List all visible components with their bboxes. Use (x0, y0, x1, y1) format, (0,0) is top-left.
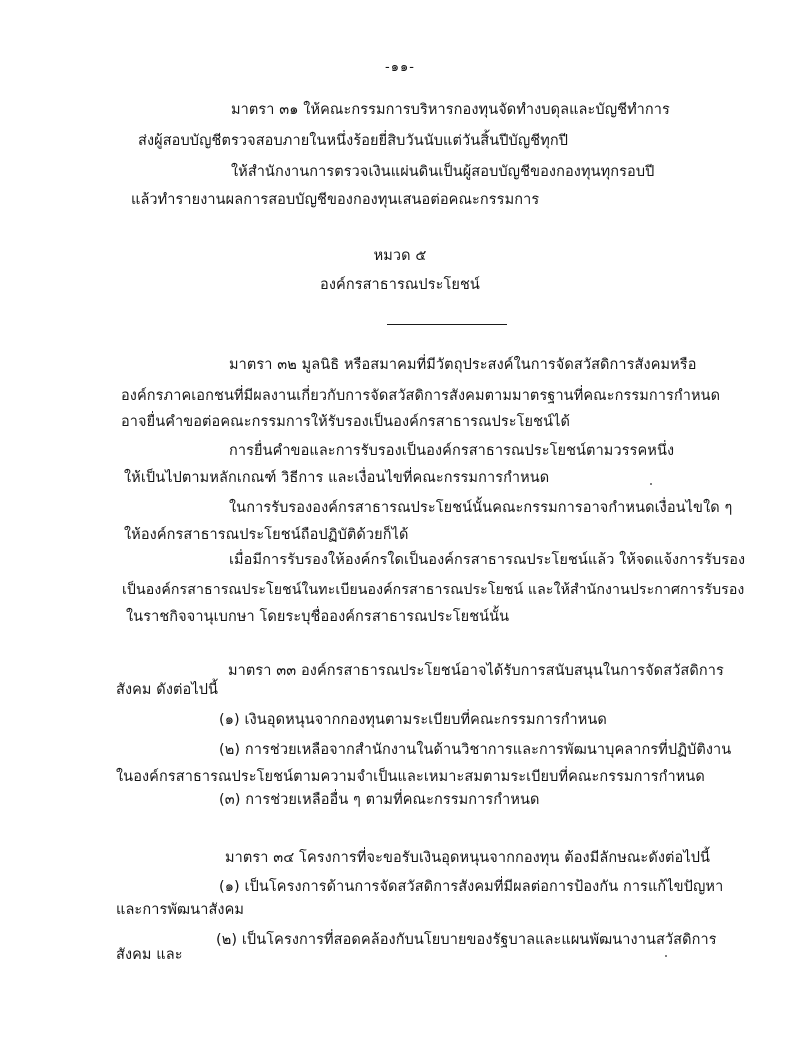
section-31-line-2: ส่งผู้สอบบัญชีตรวจสอบภายในหนึ่งร้อยยี่สิบวันนับแต่วันสิ้นปีบัญชีทุกปี (138, 133, 569, 149)
section-32-line-6: ในการรับรององค์กรสาธารณประโยชน์นั้นคณะกรรมการอาจกำหนดเงื่อนไขใด ๆ (229, 500, 733, 516)
section-33-item-1: (๑) เงินอุดหนุนจากกองทุนตามระเบียบที่คณะกรรมการกำหนด (219, 712, 607, 728)
scan-speck (650, 483, 652, 485)
section-31-line-1: มาตรา ๓๑ ให้คณะกรรมการบริหารกองทุนจัดทำงบดุลและบัญชีทำการ (231, 102, 670, 118)
section-34-item-1: (๑) เป็นโครงการด้านการจัดสวัสดิการสังคมที่มีผลต่อการป้องกัน การแก้ไขปัญหา (219, 879, 724, 895)
section-33-item-3: (๓) การช่วยเหลืออื่น ๆ ตามที่คณะกรรมการกำหนด (219, 792, 540, 808)
section-32-line-4: การยื่นคำขอและการรับรองเป็นองค์กรสาธารณประโยชน์ตามวรรคหนึ่ง (229, 443, 675, 459)
chapter-divider (387, 324, 507, 325)
section-33-line-1: มาตรา ๓๓ องค์กรสาธารณประโยชน์อาจได้รับการสนับสนุนในการจัดสวัสดิการ (228, 663, 724, 679)
section-32-line-5: ให้เป็นไปตามหลักเกณฑ์ วิธีการ และเงื่อนไขที่คณะกรรมการกำหนด (124, 470, 550, 486)
section-32-line-1: มาตรา ๓๒ มูลนิธิ หรือสมาคมที่มีวัตถุประสงค์ในการจัดสวัสดิการสังคมหรือ (229, 357, 697, 373)
section-34-item-2: (๒) เป็นโครงการที่สอดคล้องกับนโยบายของรัฐบาลและแผนพัฒนางานสวัสดิการ (216, 932, 717, 948)
section-32-line-9: เป็นองค์กรสาธารณประโยชน์ในทะเบียนองค์กรสาธารณประโยชน์ และให้สำนักงานประกาศการรับรอง (122, 582, 745, 598)
section-31-line-3: ให้สำนักงานการตรวจเงินแผ่นดินเป็นผู้สอบบัญชีของกองทุนทุกรอบปี (231, 164, 655, 180)
section-33-line-2: สังคม ดังต่อไปนี้ (116, 682, 219, 698)
section-32-line-8: เมื่อมีการรับรองให้องค์กรใดเป็นองค์กรสาธารณประโยชน์แล้ว ให้จดแจ้งการรับรอง (229, 552, 746, 568)
section-31-line-4: แล้วทำรายงานผลการสอบบัญชีของกองทุนเสนอต่อคณะกรรมการ (131, 192, 540, 208)
section-32-line-10: ในราชกิจจานุเบกษา โดยระบุชื่อองค์กรสาธารณประโยชน์นั้น (126, 609, 510, 625)
section-34-item-1-cont: และการพัฒนาสังคม (116, 902, 245, 918)
section-34-item-2-cont: สังคม และ (116, 947, 183, 963)
page-number: -๑๑- (385, 60, 415, 75)
section-32-line-2: องค์กรภาคเอกชนที่มีผลงานเกี่ยวกับการจัดสวัสดิการสังคมตามมาตรฐานที่คณะกรรมการกำหนด (121, 388, 721, 404)
section-33-item-2-cont: ในองค์กรสาธารณประโยชน์ตามความจำเป็นและเหมาะสมตามระเบียบที่คณะกรรมการกำหนด (116, 769, 705, 785)
chapter-number: หมวด ๕ (373, 248, 427, 264)
chapter-title: องค์กรสาธารณประโยชน์ (320, 277, 480, 293)
section-34-line-1: มาตรา ๓๔ โครงการที่จะขอรับเงินอุดหนุนจากกองทุน ต้องมีลักษณะดังต่อไปนี้ (225, 850, 711, 866)
section-32-line-7: ให้องค์กรสาธารณประโยชน์ถือปฏิบัติด้วยก็ได้ (124, 527, 409, 543)
scan-speck (665, 955, 667, 957)
section-32-line-3: อาจยื่นคำขอต่อคณะกรรมการให้รับรองเป็นองค์กรสาธารณประโยชน์ได้ (121, 414, 570, 430)
section-33-item-2: (๒) การช่วยเหลือจากสำนักงานในด้านวิชาการและการพัฒนาบุคลากรที่ปฏิบัติงาน (219, 742, 732, 758)
